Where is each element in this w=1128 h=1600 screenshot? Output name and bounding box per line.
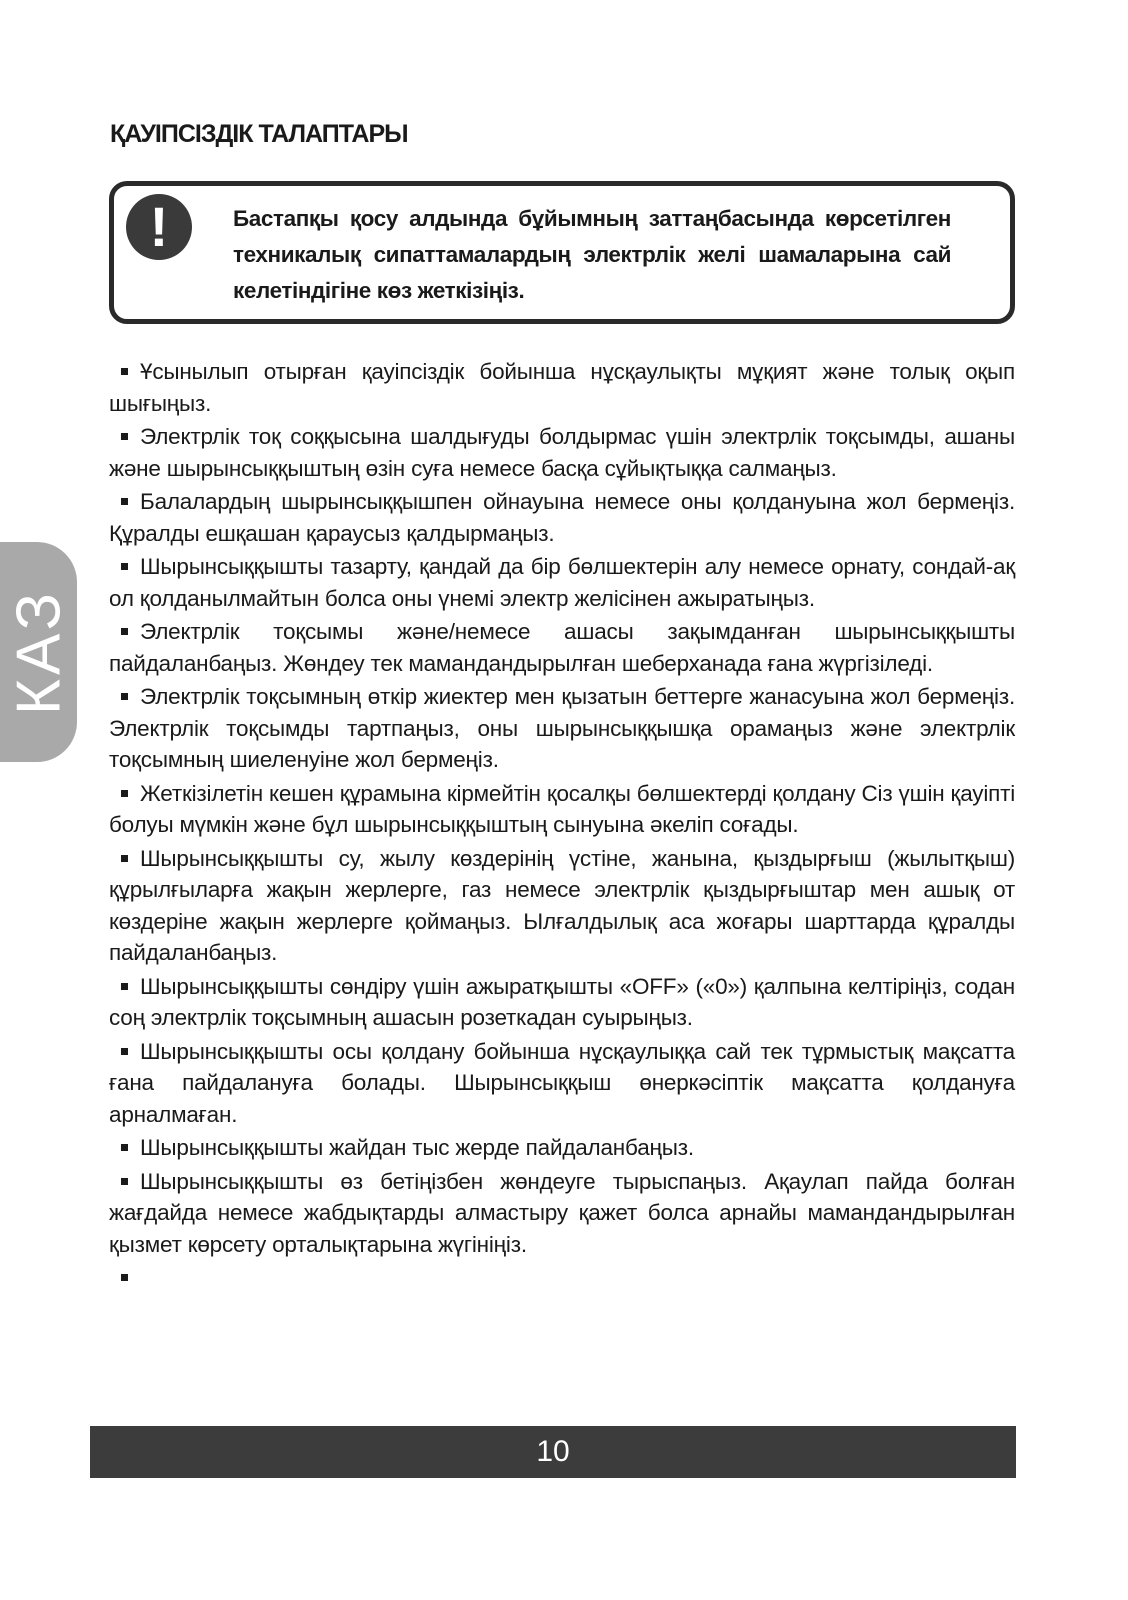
- list-item: [109, 1132, 1015, 1164]
- list-item: [109, 778, 1015, 841]
- bullet-icon: [121, 368, 128, 375]
- list-item: [109, 551, 1015, 614]
- rule-text: Шырынсыққышты сөндіру үшін ажыратқышты «OFF» («0») қалпына келтіріңіз, содан соң электрлік тоқсымның ашасын розеткадан суырыңыз.: [109, 973, 1015, 1030]
- bullet-icon: [121, 983, 128, 990]
- bullet-icon: [121, 790, 128, 797]
- rule-text: Шырынсыққышты тазарту, қандай да бір бөлшектерін алу немесе орнату, сондай-ақ ол қолданылмайтын болса оны үнемі электр желісінен ажыратыңыз.: [109, 554, 1015, 611]
- bullet-icon: [121, 498, 128, 505]
- list-item: [109, 616, 1015, 679]
- rule-text: Жеткізілетін кешен құрамына кірмейтін қосалқы бөлшектерді қолдану Сіз үшін қауіпті болуы мүмкін және бұл шырынсыққыштың сынуына әкеліп соғады.: [109, 780, 1015, 837]
- list-item: [109, 971, 1015, 1034]
- rule-text: Балалардың шырынсыққышпен ойнауына немесе оны қолдануына жол бермеңіз. Құралды ешқашан қараусыз қалдырмаңыз.: [109, 489, 1015, 546]
- warning-text: Бастапқы қосу алдында бұйымның заттаңбасында көрсетілген техникалық сипаттамалардың электрлік желі шамаларына сай келетіндігіне көз жеткізіңіз.: [233, 206, 951, 303]
- bullet-icon: [121, 1048, 128, 1055]
- rule-text: Шырынсыққышты осы қолдану бойынша нұсқаулыққа сай тек тұрмыстық мақсатта ғана пайдалануға болады. Шырынсыққыш өнеркәсіптік мақсатта қолдануға арналмаған.: [109, 1038, 1015, 1127]
- exclamation-icon: !: [126, 194, 192, 260]
- list-item: [109, 1166, 1015, 1261]
- bullet-icon: [121, 1144, 128, 1151]
- rule-text: Шырынсыққышты жайдан тыс жерде пайдаланбаңыз.: [140, 1135, 694, 1160]
- rule-text: Электрлік тоқ соққысына шалдығуды болдырмас үшін электрлік тоқсымды, ашаны және шырынсыққыштың өзін суға немесе басқа сұйықтыққа салмаңыз.: [109, 424, 1015, 481]
- rule-text: Ұсынылып отырған қауіпсіздік бойынша нұсқаулықты мұқият және толық оқып шығыңыз.: [109, 359, 1015, 416]
- bullet-icon: [121, 433, 128, 440]
- rule-text: Шырынсыққышты өз бетіңізбен жөндеуге тырыспаңыз. Ақаулап пайда болған жағдайда немесе жабдықтарды алмастыру қажет болса арнайы мамандандырылған қызмет көрсету орталықтарына жүгініңіз.: [109, 1168, 1015, 1257]
- page-number: 10: [536, 1435, 570, 1468]
- list-item: [109, 1036, 1015, 1131]
- list-item-empty: [109, 1262, 1015, 1292]
- bullet-icon: [121, 693, 128, 700]
- safety-rules-list: [109, 356, 1015, 1294]
- rule-text: Электрлік тоқсымның өткір жиектер мен қызатын беттерге жанасуына жол бермеңіз. Электрлік тоқсымды тартпаңыз, оны шырынсыққышқа орамаңыз және электрлік тоқсымның шиеленуіне жол бермеңіз.: [109, 684, 1015, 772]
- list-item: [109, 356, 1015, 419]
- list-item: [109, 681, 1015, 776]
- language-tab-label: КАЗ: [4, 588, 73, 716]
- bullet-icon: [121, 855, 128, 862]
- bullet-icon: [121, 1274, 128, 1281]
- list-item: [109, 843, 1015, 969]
- bullet-icon: [121, 628, 128, 635]
- footer-bar: [90, 1426, 1016, 1478]
- bullet-icon: [121, 563, 128, 570]
- list-item: [109, 486, 1015, 549]
- bullet-icon: [121, 1178, 128, 1185]
- rule-text: Шырынсыққышты су, жылу көздерінің үстіне, жанына, қыздырғыш (жылытқыш) құрылғыларға жақын жерлерге, газ немесе электрлік қыздырғыштар мен ашық от көздеріне жақын жерлерге қоймаңыз. Ылғалдылық аса жоғары шарттарда құралды пайдаланбаңыз.: [109, 845, 1015, 965]
- language-tab: [0, 542, 77, 762]
- list-item: [109, 421, 1015, 484]
- section-heading: ҚАУІПСІЗДІК ТАЛАПТАРЫ: [110, 120, 408, 148]
- warning-box: [109, 181, 1015, 324]
- rule-text: Электрлік тоқсымы және/немесе ашасы зақымданған шырынсыққышты пайдаланбаңыз. Жөндеу тек мамандандырылған шеберханада ғана жүргізіледі.: [109, 619, 1015, 676]
